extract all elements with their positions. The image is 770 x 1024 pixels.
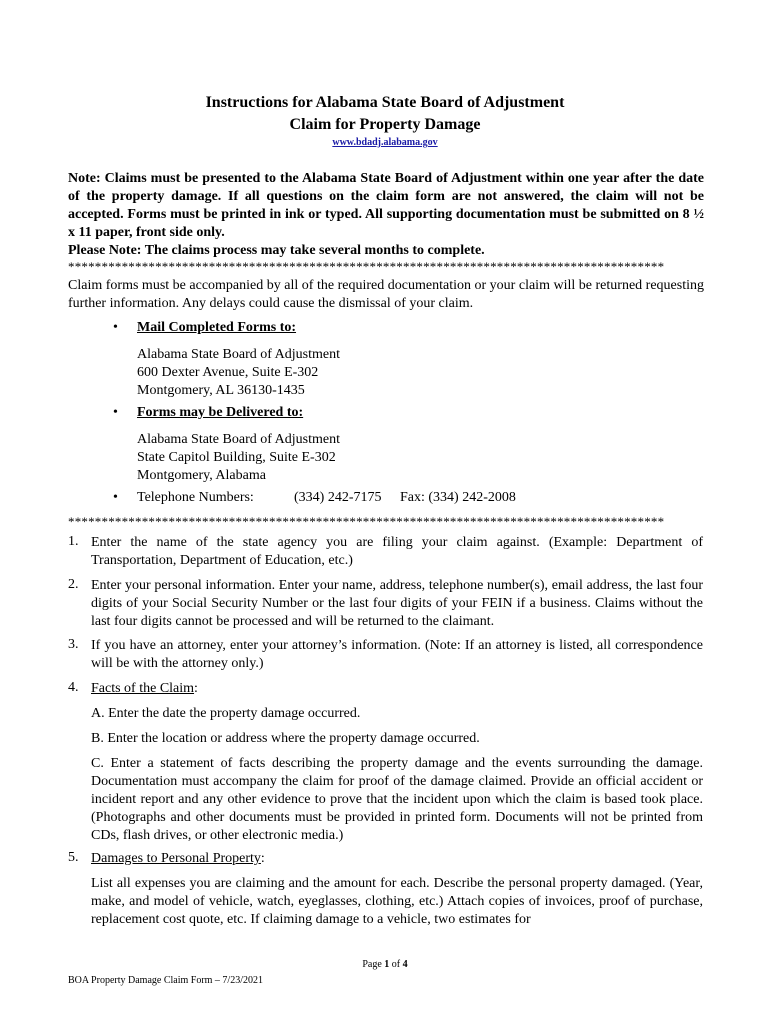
- page-total: 4: [402, 959, 408, 970]
- page-number: [0, 959, 770, 970]
- item-damages-heading: [91, 850, 703, 868]
- address-line: 600 Dexter Avenue, Suite E-302: [137, 365, 319, 380]
- item-agency: Enter the name of the state agency you are filing your claim against. (Example: Department of Transportation, Department of Education, etc.): [91, 535, 703, 568]
- item-number: 3.: [68, 637, 79, 652]
- fax-number: Fax: (334) 242-2008: [400, 490, 516, 505]
- heading-colon: :: [194, 681, 198, 696]
- bullet-icon: •: [113, 490, 118, 505]
- item-facts-heading: [91, 680, 703, 698]
- deliver-address: [137, 431, 340, 485]
- telephone-label: Telephone Numbers:: [137, 490, 254, 505]
- address-line: Montgomery, AL 36130-1435: [137, 383, 305, 398]
- address-line: Alabama State Board of Adjustment: [137, 347, 340, 362]
- document-title-line2: Claim for Property Damage: [289, 116, 481, 133]
- document-title-line1: Instructions for Alabama State Board of Adjustment: [205, 94, 565, 111]
- heading-colon: :: [260, 851, 265, 866]
- facts-heading-text: Facts of the Claim: [91, 681, 195, 696]
- item-number: 4.: [68, 680, 79, 695]
- mail-address: [137, 346, 340, 400]
- page-of: of: [389, 959, 403, 970]
- bullet-icon: •: [113, 320, 118, 335]
- telephone-number: (334) 242-7175: [294, 490, 382, 505]
- page-current: 1: [384, 959, 390, 970]
- damages-heading-text: Damages to Personal Property: [91, 851, 261, 866]
- form-name: BOA Property Damage Claim Form – 7/23/2021: [68, 975, 263, 986]
- address-line: Alabama State Board of Adjustment: [137, 432, 340, 447]
- note-paragraph: Note: Claims must be presented to the Alabama State Board of Adjustment within one year after the date of the property damage. If all questions on the claim form are not answered, the claim will not be accepted. Forms must be printed in ink or typed. All supporting documentation must be submitted on 8 ½ x 11 paper, front side only.: [68, 171, 704, 240]
- separator-top: *****************************************************************************************: [68, 259, 665, 274]
- address-line: Montgomery, Alabama: [137, 468, 266, 483]
- website-link[interactable]: www.bdadj.alabama.gov: [332, 137, 438, 148]
- mail-forms-label: Mail Completed Forms to:: [137, 320, 297, 335]
- deliver-forms-label: Forms may be Delivered to:: [137, 405, 304, 420]
- address-line: State Capitol Building, Suite E-302: [137, 450, 336, 465]
- item-number: 2.: [68, 577, 79, 592]
- item-number: 5.: [68, 850, 79, 865]
- sub-item-a: A. Enter the date the property damage occurred.: [91, 706, 361, 721]
- sub-item-c: C. Enter a statement of facts describing the property damage and the events surrounding the damage. Documentation must accompany the claim for proof of the damage claimed. Provide an official accident or incident report and any other evidence to prove that the incident upon which the claim is based took place. (Photographs and other documents must be provided in printed form. Documents will not be printed from CDs, flash drives, or other electronic media.): [91, 756, 703, 843]
- page-prefix: Page: [362, 959, 385, 970]
- sub-item-b: B. Enter the location or address where the property damage occurred.: [91, 731, 480, 746]
- item-personal-info: Enter your personal information. Enter your name, address, telephone number(s), email address, the last four digits of your Social Security Number or the last four digits of your FEIN if a business. Claims without the last four digits cannot be processed and will be returned to the claimant.: [91, 578, 703, 629]
- intro-paragraph: Claim forms must be accompanied by all of the required documentation or your claim will be returned requesting further information. Any delays could cause the dismissal of your claim.: [68, 278, 704, 311]
- item-attorney: If you have an attorney, enter your attorney’s information. (Note: If an attorney is listed, all correspondence will be with the attorney only.): [91, 638, 703, 671]
- please-note: Please Note: The claims process may take several months to complete.: [68, 243, 485, 258]
- item-number: 1.: [68, 534, 79, 549]
- bullet-icon: •: [113, 405, 118, 420]
- separator-bottom: *****************************************************************************************: [68, 514, 665, 529]
- damages-paragraph: List all expenses you are claiming and the amount for each. Describe the personal property damaged. (Year, make, and model of vehicle, watch, eyeglasses, clothing, etc.) Attach copies of invoices, proof of purchase, replacement cost quote, etc. If claiming damage to a vehicle, two estimates for: [91, 876, 703, 927]
